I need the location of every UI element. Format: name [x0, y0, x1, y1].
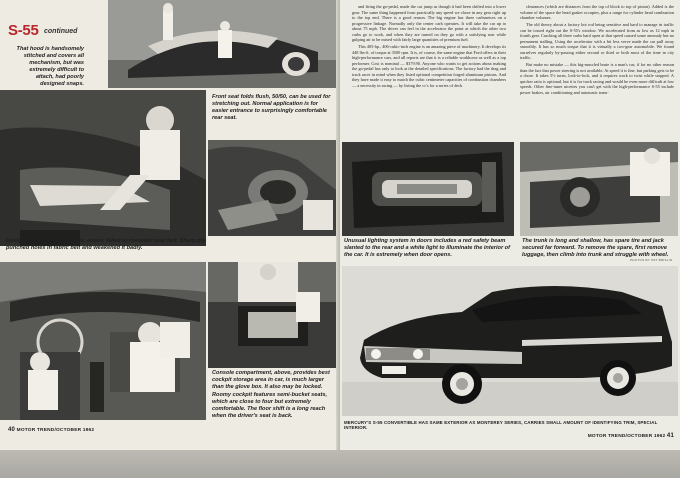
photo-cockpit-art	[0, 262, 206, 420]
photo-door-lighting-art	[342, 142, 514, 236]
caption-front-seat: Front seat folds flush, 50/50, can be used for stretching out. Normal application is for easier entrance to surprisingly comfortable rear seat.	[212, 94, 331, 121]
photo-mercury-convertible-art	[342, 266, 678, 416]
photo-convertible-hood	[108, 0, 336, 88]
footer-left-label: MOTOR TREND/OCTOBER 1962	[16, 428, 95, 433]
photo-trunk	[520, 142, 678, 236]
photo-rear-seat	[0, 90, 206, 246]
article-col1-para: This 405-hp., 406-cubic-inch engine is an amazing piece of machinery. It develops its 448 lbs-ft. of torque at 3500 rpm. It is, of course, the same engine that Ford offers in their high-performance cars, and all reports are that it is a reliable workhorse as well as a top performer. Cost is nominal — $379.90. Anyone who wants to get actions about making the go-pedal has only to look at the detailed specifications. The factory had the drag and track racer in mind when they listed optional competition forged aluminum pistons. And they have made it easy to match the cubic centimeter capacities of combustion chambers — a necessity in racing — by listing the cc's for a series of deck	[352, 44, 506, 88]
caption-hood: That hood is handsomely stitched and covers all mechanism, but was extremely difficult to attach, had poorly designed snaps.	[16, 46, 84, 87]
caption-lighting: Unusual lighting system in doors includes a red safety beam slanted to the rear and a white light to illuminate the interior of the car. It is extremely when door opens.	[344, 238, 510, 258]
photo-cockpit	[0, 262, 206, 420]
left-page	[0, 0, 340, 450]
caption-trunk: The trunk is long and shallow, has spare tire and jack secured far forward. To remove the spare, first remove luggage, then climb into trunk and struggle with wheel.	[522, 238, 669, 258]
page-number-right: 41	[666, 433, 674, 439]
photo-mercury-convertible	[342, 266, 678, 416]
scan-bottom-edge	[0, 450, 680, 478]
article-col2-para: clearances (which are distances from the top of block to top of piston). Added is the volume of the space the head gasket occupies, plus a range for cylinder head combustion chamber volumes.	[520, 4, 674, 20]
photo-back-rest-art	[208, 140, 336, 236]
footer-left	[8, 427, 94, 433]
caption-console: Console compartment, above, provides best cockpit storage area in car, is much larger than the glove box. It also may be locked.	[212, 370, 330, 390]
photo-console-art	[208, 262, 336, 368]
section-continued-label: continued	[44, 28, 78, 35]
article-col1-para: and firing the go-pedal, made the car jump as though it had been shifted into a lower gear. The same thing happened from practically any speed we chose in any gear right up to the top end. There is a good reason. The big engine has three carburetors on a progressive linkage. Normally only the center carb operates. It will take the car up to about 75 mph. The driver can feel in the accelerator the point at which the other two carbs go to work, and when they are turned on they go with a satisfying roar while gulping air to be mixed with fairly large quantities of premium fuel.	[352, 4, 506, 42]
article-col2-para: But make no mistake — this big-muscled brute is a man's car, if for no other reason than the fact that power steering is not available. At speed it is fine, but parking gets to be a chore. It takes 5½ turns, lock-to-lock, and it requires work to twist while stopped. A quicker ratio is optional, but it is for track racing and would be even more difficult at low speeds. Other fine-tuner niceties you can't get with the high-performance S-55 include power brakes, air conditioning and automatic trans-	[520, 62, 674, 95]
caption-back-rest: Design of the back rest slope, above, failed to consider seat belt. Sharp pry punched holes in fabric belt and weakened it badly.	[6, 238, 206, 251]
section-title: S-55	[8, 22, 39, 39]
photo-door-lighting	[342, 142, 514, 236]
right-page	[340, 0, 680, 450]
article-column-2	[520, 4, 674, 138]
photo-back-rest	[208, 140, 336, 236]
article-col2-para: The old theory about a factory hot rod being sensitive and hard to manage in traffic can be tossed right out the S-55's window. We accelerated from as low as 12 mph in fourth gear. Cracking all three carbs hard open at that speed caused some anomaly but no permanent stalling. Using the accelerator with a bit less verve made the car pull away smoothly. It has so much torque that it is virtually a two-gear automobile. We found ourselves regularly by-passing either second or third or both most of the time in city traffic.	[520, 22, 674, 60]
page-number-left: 40	[8, 427, 16, 433]
footer-right-label: MOTOR TREND/OCTOBER 1962	[587, 434, 666, 439]
photo-trunk-art	[520, 142, 678, 236]
photo-convertible-hood-art	[108, 0, 336, 88]
article-column-1	[352, 4, 506, 138]
photo-console	[208, 262, 336, 368]
photo-credit: PHOTOS BY PAT BRISLIN	[630, 258, 673, 262]
footer-right	[588, 433, 674, 439]
photo-rear-seat-art	[0, 90, 206, 246]
caption-mercury: MERCURY'S S-55 CONVERTIBLE HAS SAME EXTERIOR AS MONTEREY SERIES, CARRIES SMALL AMOUNT OF IDENTIFYING TRIM, SPECIAL INTERIOR.	[344, 420, 658, 430]
caption-cockpit: Roomy cockpit features semi-bucket seats, which are close to four but extremely comfortable. The floor shift is a long reach when the driver's seat is back.	[212, 392, 328, 419]
